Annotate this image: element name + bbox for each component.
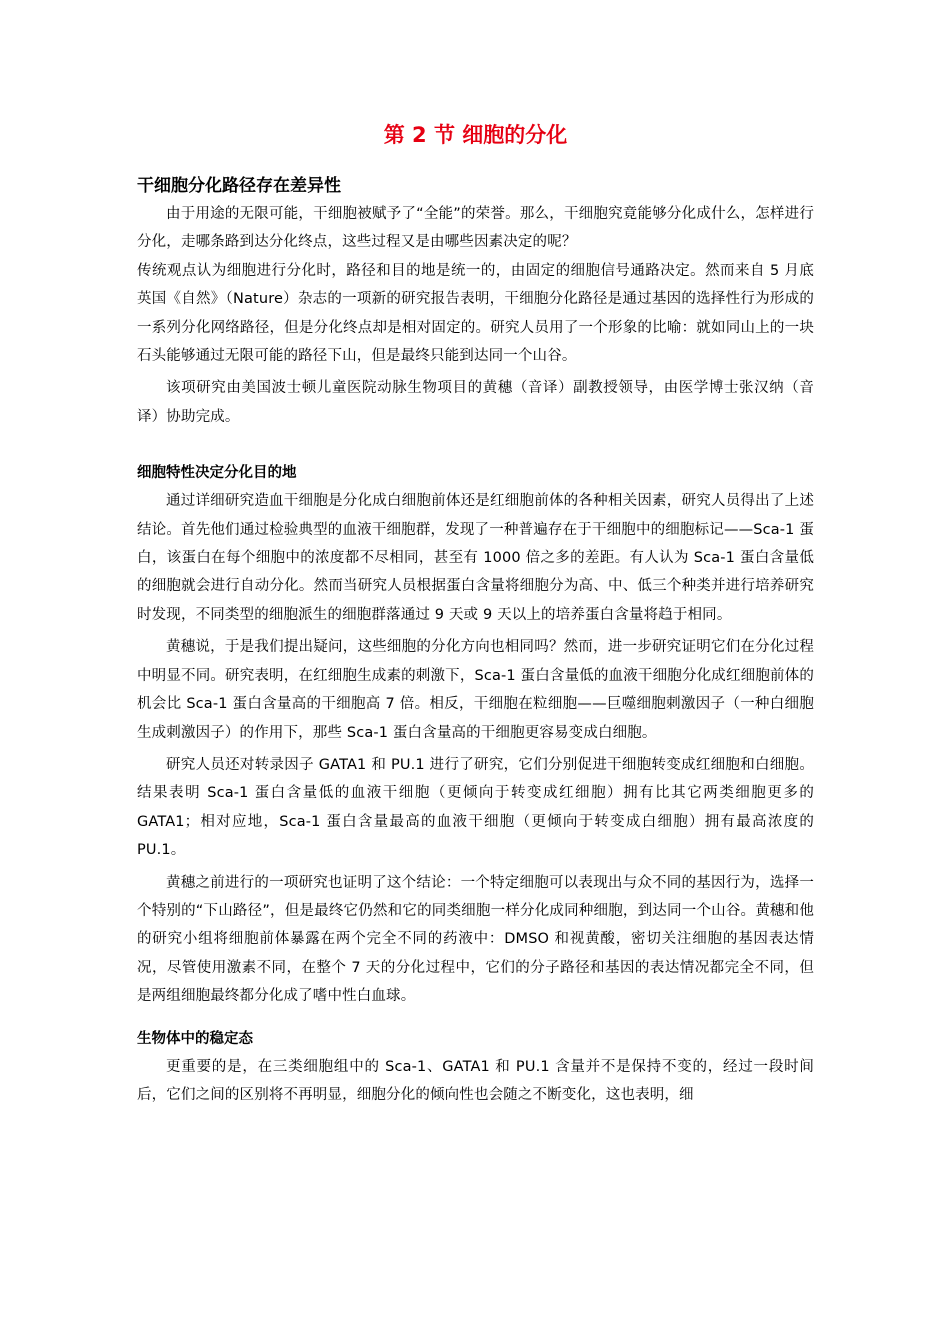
paragraph: 由于用途的无限可能，干细胞被赋予了“全能”的荣誉。那么，干细胞究竟能够分化成什么，怎样进行分化，走哪条路到达分化终点，这些过程又是由哪些因素决定的呢？ xyxy=(137,206,814,251)
paragraph: 研究人员还对转录因子 GATA1 和 PU.1 进行了研究，它们分别促进干细胞转变成红细胞和白细胞。结果表明 Sca-1 蛋白含量低的血液干细胞（更倾向于转变成红细胞）拥有比其它两类细胞更多的 GATA1；相对应地，Sca-1 蛋白含量最高的血液干细胞（更倾向于转变成白细胞）拥有最高浓度的 PU.1。 xyxy=(137,756,814,859)
paragraph: 通过详细研究造血干细胞是分化成白细胞前体还是红细胞前体的各种相关因素，研究人员得出了上述结论。首先他们通过检验典型的血液干细胞群，发现了一种普遍存在于干细胞中的细胞标记——Sca-1 蛋白，该蛋白在每个细胞中的浓度都不尽相同，甚至有 1000 倍之多的差距。有人认为 Sca-1 蛋白含量低的细胞就会进行自动分化。然而当研究人员根据蛋白含量将细胞分为高、中、低三个种类并进行培养研究时发现，不同类型的细胞派生的细胞群落通过 9 天或 9 天以上的培养蛋白含量将趋于相同。 xyxy=(137,493,814,623)
document-page xyxy=(137,118,814,1109)
page-title: 第 2 节 细胞的分化 xyxy=(383,123,568,147)
section-heading-stem-cell-pathways: 干细胞分化路径存在差异性 xyxy=(137,176,341,196)
paragraph: 黄穗之前进行的一项研究也证明了这个结论：一个特定细胞可以表现出与众不同的基因行为，选择一个特别的“下山路径”，但是最终它仍然和它的同类细胞一样分化成同种细胞，到达同一个山谷。黄穗和他的研究小组将细胞前体暴露在两个完全不同的药液中：DMSO 和视黄酸，密切关注细胞的基因表达情况，尽管使用激素不同，在整个 7 天的分化过程中，它们的分子路径和基因的表达情况都完全不同，但是两组细胞最终都分化成了嗜中性白血球。 xyxy=(137,874,814,1005)
section-heading-steady-state: 生物体中的稳定态 xyxy=(137,1030,253,1047)
paragraph: 更重要的是，在三类细胞组中的 Sca-1、GATA1 和 PU.1 含量并不是保持不变的，经过一段时间后，它们之间的区别将不再明显，细胞分化的倾向性也会随之不断变化，这也表明，细 xyxy=(137,1058,814,1103)
section-spacer xyxy=(137,1011,814,1025)
paragraph: 传统观点认为细胞进行分化时，路径和目的地是统一的，由固定的细胞信号通路决定。然而来自 5 月底英国《自然》（Nature）杂志的一项新的研究报告表明，干细胞分化路径是通过基因的选择性行为形成的一系列分化网络路径，但是分化终点却是相对固定的。研究人员用了一个形象的比喻：就如同山上的一块石头能够通过无限可能的路径下山，但是最终只能到达同一个山谷。 xyxy=(137,262,814,365)
section-heading-cell-destination: 细胞特性决定分化目的地 xyxy=(137,465,297,482)
paragraph: 黄穗说，于是我们提出疑问，这些细胞的分化方向也相同吗？然而，进一步研究证明它们在分化过程中明显不同。研究表明，在红细胞生成素的刺激下，Sca-1 蛋白含量低的血液干细胞分化成红细胞前体的机会比 Sca-1 蛋白含量高的干细胞高 7 倍。相反，干细胞在粒细胞——巨噬细胞刺激因子（一种白细胞生成刺激因子）的作用下，那些 Sca-1 蛋白含量高的干细胞更容易变成白细胞。 xyxy=(137,639,814,741)
section-spacer xyxy=(137,431,814,459)
paragraph: 该项研究由美国波士顿儿童医院动脉生物项目的黄穗（音译）副教授领导，由医学博士张汉纳（音译）协助完成。 xyxy=(137,380,814,425)
